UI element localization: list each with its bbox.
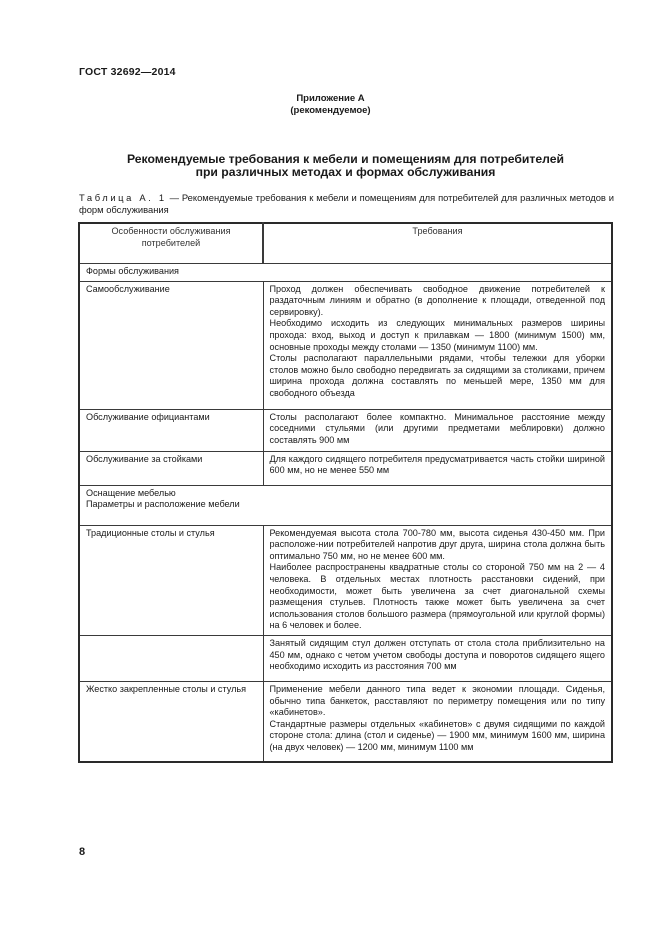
requirement-paragraph: Наиболее распространены квадратные столы со стороной 750 мм на 2 — 4 человека. В отдельных местах плотность расстановки сидений, при необходимости, может быть увеличена за счет диагональной схемы размещения стульев. Плотность также может быть увеличена за счет использования столов большого размера (прямоугольной или круглой формы) на 6 человек и более. (269, 562, 605, 631)
requirement-paragraph: Столы располагают более компактно. Минимальное расстояние между соседними стульями (или другими предметами меблировки) должно составлять 900 мм (269, 411, 605, 445)
table-row (79, 525, 612, 635)
requirement-paragraph: Стандартные размеры отдельных «кабинетов» с двумя сидящими по каждой стороне стола: длина (стол и сиденье) — 1900 мм, минимум 1600 мм, ширина (на двух человек) — 1200 мм, минимум 1100 мм (269, 718, 605, 752)
appendix-status: (рекомендуемое) (290, 105, 371, 116)
section-label-furniture-line-2: Параметры и расположение мебели (86, 499, 240, 510)
row-label-empty (79, 635, 263, 681)
requirement-paragraph: Проход должен обеспечивать свободное движение потребителей к раздаточным линиям и обратно (в дополнение к площади, отведенной под сервировку). (269, 283, 605, 317)
row-requirements-self-service (263, 281, 612, 409)
requirement-paragraph: Столы располагают параллельными рядами, чтобы тележки для уборки столов можно было свободно передвигать за сидящими за столиками, причем ширина прохода должна составлять по меньшей мере, 1350 мм для свободного объезда (269, 353, 605, 398)
table-header-row (79, 223, 612, 264)
section-row-service-forms (79, 264, 612, 282)
page-title (90, 153, 601, 179)
section-label-furniture (79, 485, 612, 525)
page-number: 8 (79, 846, 86, 858)
row-label-waiter-service: Обслуживание официантами (79, 409, 263, 451)
table-row (79, 681, 612, 762)
table-row (79, 451, 612, 485)
requirements-table (78, 222, 613, 763)
section-row-furniture (79, 485, 612, 525)
appendix-label: Приложение А (296, 93, 365, 104)
table-row (79, 635, 612, 681)
table-row (79, 281, 612, 409)
table-row (79, 409, 612, 451)
requirements-table-container (78, 222, 613, 763)
page-title-line-2: при различных методах и формах обслуживания (195, 165, 496, 179)
document-code: ГОСТ 32692—2014 (79, 66, 176, 78)
row-label-counter-service: Обслуживание за стойками (79, 451, 263, 485)
row-requirements-chair-spacing (263, 635, 612, 681)
table-caption (79, 192, 614, 216)
requirement-paragraph: Для каждого сидящего потребителя предусматривается часть стойки шириной 600 мм, но не менее 550 мм (269, 453, 605, 476)
header-cell-features: Особенности обслуживания потребителей (79, 223, 263, 264)
page-title-line-1: Рекомендуемые требования к мебели и помещениям для потребителей (126, 152, 565, 166)
requirement-paragraph: Применение мебели данного типа ведет к экономии площади. Сиденья, обычно типа банкеток, расставляют по периметру помещения или по типу «кабинетов». (269, 683, 605, 718)
table-caption-text: — Рекомендуемые требования к мебели и помещениям для потребителей для различных методов и форм обслуживания (79, 192, 614, 215)
section-label-service-forms: Формы обслуживания (79, 264, 612, 282)
row-label-traditional-furniture: Традиционные столы и стулья (79, 525, 263, 635)
requirement-paragraph: Рекомендуемая высота стола 700-780 мм, высота сиденья 430-450 мм. При расположе-нии потребителей напротив друг друга, ширина стола должна быть оптимально 750 мм, но не менее 600 мм. (269, 527, 605, 561)
row-label-fixed-furniture: Жестко закрепленные столы и стулья (79, 681, 263, 762)
row-label-self-service: Самообслуживание (79, 281, 263, 409)
section-label-furniture-line-1: Оснащение мебелью (86, 487, 176, 498)
requirement-paragraph: Необходимо исходить из следующих минимальных размеров ширины прохода: вход, выход и доступ к прилавкам — 1800 (минимум 1500) мм, основные проходы между столами — 1350 (минимум 1100) мм. (269, 318, 605, 352)
table-caption-label: Таблица А. 1 (79, 192, 167, 203)
row-requirements-waiter-service (263, 409, 612, 451)
row-requirements-counter-service (263, 451, 612, 485)
appendix-heading (0, 93, 661, 117)
row-requirements-traditional-furniture (263, 525, 612, 635)
requirement-paragraph: Занятый сидящим стул должен отступать от стола стола приблизительно на 450 мм, однако с четом учетом свободы доступа и поворотов сидящего ящего необходимо исходить из расстояния 700 мм (269, 637, 605, 672)
row-requirements-fixed-furniture (263, 681, 612, 762)
header-cell-requirements: Требования (263, 223, 612, 264)
